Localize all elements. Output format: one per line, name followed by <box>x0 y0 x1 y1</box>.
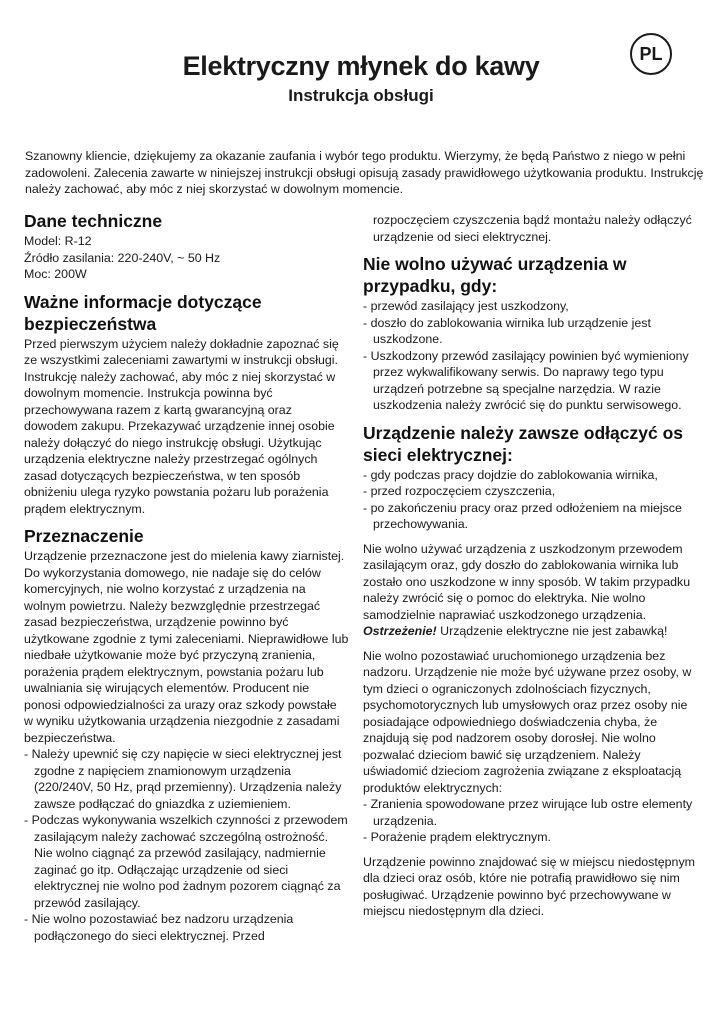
tech-model: Model: R-12 <box>24 234 92 248</box>
no-use-list <box>363 298 698 414</box>
list-item: - przed rozpoczęciem czyszczenia, <box>363 483 698 500</box>
intro-paragraph: Szanowny kliencie, dziękujemy za okazanie zaufania i wybór tego produktu. Wierzymy, że będą Państwo z niego w pełni zadowoleni. Zalecenia zawarte w niniejszej instrukcji obsługi opisują zasady prawidłowego użytkowania produktu. Instrukcję należy zachować, aby móc z niej skorzystać w dowolnym momencie. <box>25 149 704 196</box>
list-item: - przewód zasilający jest uszkodzony, <box>363 298 698 315</box>
left-column <box>24 210 349 944</box>
disconnect-list <box>363 467 698 533</box>
purpose-heading: Przeznaczenie <box>24 526 144 546</box>
warning-line <box>363 623 698 640</box>
list-item: - Porażenie prądem elektrycznym. <box>363 829 698 846</box>
list-item: - doszło do zablokowania wirnika lub urządzenie jest uszkodzone. <box>363 315 698 348</box>
list-item: - Zranienia spowodowane przez wirujące lub ostre elementy urządzenia. <box>363 796 698 829</box>
list-item: - gdy podczas pracy dojdzie do zablokowania wirnika, <box>363 467 698 484</box>
tech-data-heading: Dane techniczne <box>24 211 163 231</box>
purpose-list <box>24 746 349 944</box>
safety-text: Przed pierwszym użyciem należy dokładnie zapoznać się ze wszystkimi zaleceniami zawartymi w instrukcji obsługi. Instrukcję należy zachować, aby móc z niej skorzystać w dowolnym momencie. Instrukcja powinna być przechowywana razem z kartą gwarancyjną oraz dowodem zakupu. Przekazywać urządzenie innej osobie należy dołączyć do niego instrukcję obsługi. Użytkując urządzenia elektryczne należy przestrzegać ogólnych zasad dotyczących bezpieczeństwa, w ten sposób obniżeniu ulega ryzyko powstania pożaru lub porażenia prądem elektrycznym. <box>24 336 339 516</box>
list-item: - Uszkodzony przewód zasilający powinien być wymieniony przez wykwalifikowany serwis. Do naprawy tego typu urządzeń potrzebne są specjalne narzędzia. W razie uszkodzenia należy zwrócić się do punktu serwisowego. <box>363 348 698 414</box>
hazards-list <box>363 796 698 846</box>
supervision-text: Nie wolno pozostawiać uruchomionego urządzenia bez nadzoru. Urządzenie nie może być używane przez osoby, w tym dzieci o ograniczonych zdolnościach fizycznych, psychomotorycznych lub umysłowych oraz przez osoby nie posiadające odpowiedniego doświadczenia chyba, że znajdują się pod nadzorem osoby dorosłej. Nie wolno pozwalać dzieciom bawić się urządzeniem. Należy uświadomić dzieciom zagrożenia związane z eksploatacją produktów elektrycznych: <box>363 648 692 795</box>
list-item: - Podczas wykonywania wszelkich czynności z przewodem zasilającym należy zachować szczególną ostrożność. Nie wolno ciągnąć za przewód zasilający, nadmiernie zaginać go itp. Odłączając urządzenie od sieci elektrycznej nie wolno pod żadnym pozorem ciągnąć za przewód zasilający. <box>24 812 349 911</box>
tech-power: Moc: 200W <box>24 267 87 281</box>
purpose-text: Urządzenie przeznaczone jest do mielenia kawy ziarnistej. Do wykorzystania domowego, nie nadaje się do celów komercyjnych, nie wolno korzystać z urządzenia na wolnym powietrzu. Należy bezwzględnie przestrzegać zasad bezpieczeństwa, urządzenie powinno być użytkowane zgodnie z tymi zaleceniami. Nieprawidłowe lub niedbałe użytkowanie może być przyczyną zranienia, porażenia prądem elektrycznym, powstania pożaru lub uwalniania się wirujących elementów. Producent nie ponosi odpowiedzialności za urazy oraz szkody powstałe w wyniku użytkowania urządzenia niezgodnie z zasadami bezpieczeństwa. <box>24 549 349 745</box>
safety-heading: Ważne informacje dotyczące bezpieczeństwa <box>24 291 262 334</box>
list-item: - Nie wolno pozostawiać bez nadzoru urządzenia podłączonego do sieci elektrycznej. Przed <box>24 911 349 944</box>
no-use-heading: Nie wolno używać urządzenia w przypadku, gdy: <box>363 254 627 296</box>
document-subtitle: Instrukcja obsługi <box>288 86 434 105</box>
damaged-device-text: Nie wolno używać urządzenia z uszkodzonym przewodem zasilającym oraz, gdy doszło do zablokowania wirnika lub zostało ono uszkodzone w inny sposób. W takim przypadku należy zwrócić się o pomoc do elektryka. Nie wolno samodzielnie naprawiać uszkodzonego urządzenia. <box>363 541 691 622</box>
list-item: - Należy upewnić się czy napięcie w sieci elektrycznej jest zgodne z napięciem znamionowym urządzenia (220/240V, 50 Hz, prąd przemienny). Urządzenia należy zawsze podłączać do gniazdka z uziemieniem. <box>24 746 349 812</box>
document-title: Elektryczny młynek do kawy <box>182 51 540 81</box>
continuation-text: rozpoczęciem czyszczenia bądź montażu należy odłączyć urządzenie od sieci elektrycznej. <box>373 213 692 244</box>
tech-power-source: Źródło zasilania: 220-240V, ~ 50 Hz <box>24 250 221 265</box>
disconnect-heading: Urządzenie należy zawsze odłączyć os sieci elektrycznej: <box>363 422 683 465</box>
list-item: - po zakończeniu pracy oraz przed odłożeniem na miejsce przechowywania. <box>363 500 698 533</box>
language-badge: PL <box>630 33 672 75</box>
storage-text: Urządzenie powinno znajdować się w miejscu niedostępnym dla dzieci oraz osób, które nie potrafią prawidłowo się nim posługiwać. Urządzenie powinno być przechowywane w miejscu niedostępnym dla dzieci. <box>363 854 695 918</box>
warning-text: Urządzenie elektryczne nie jest zabawką! <box>436 624 668 638</box>
warning-label: Ostrzeżenie! <box>363 624 437 638</box>
right-column <box>363 212 698 920</box>
